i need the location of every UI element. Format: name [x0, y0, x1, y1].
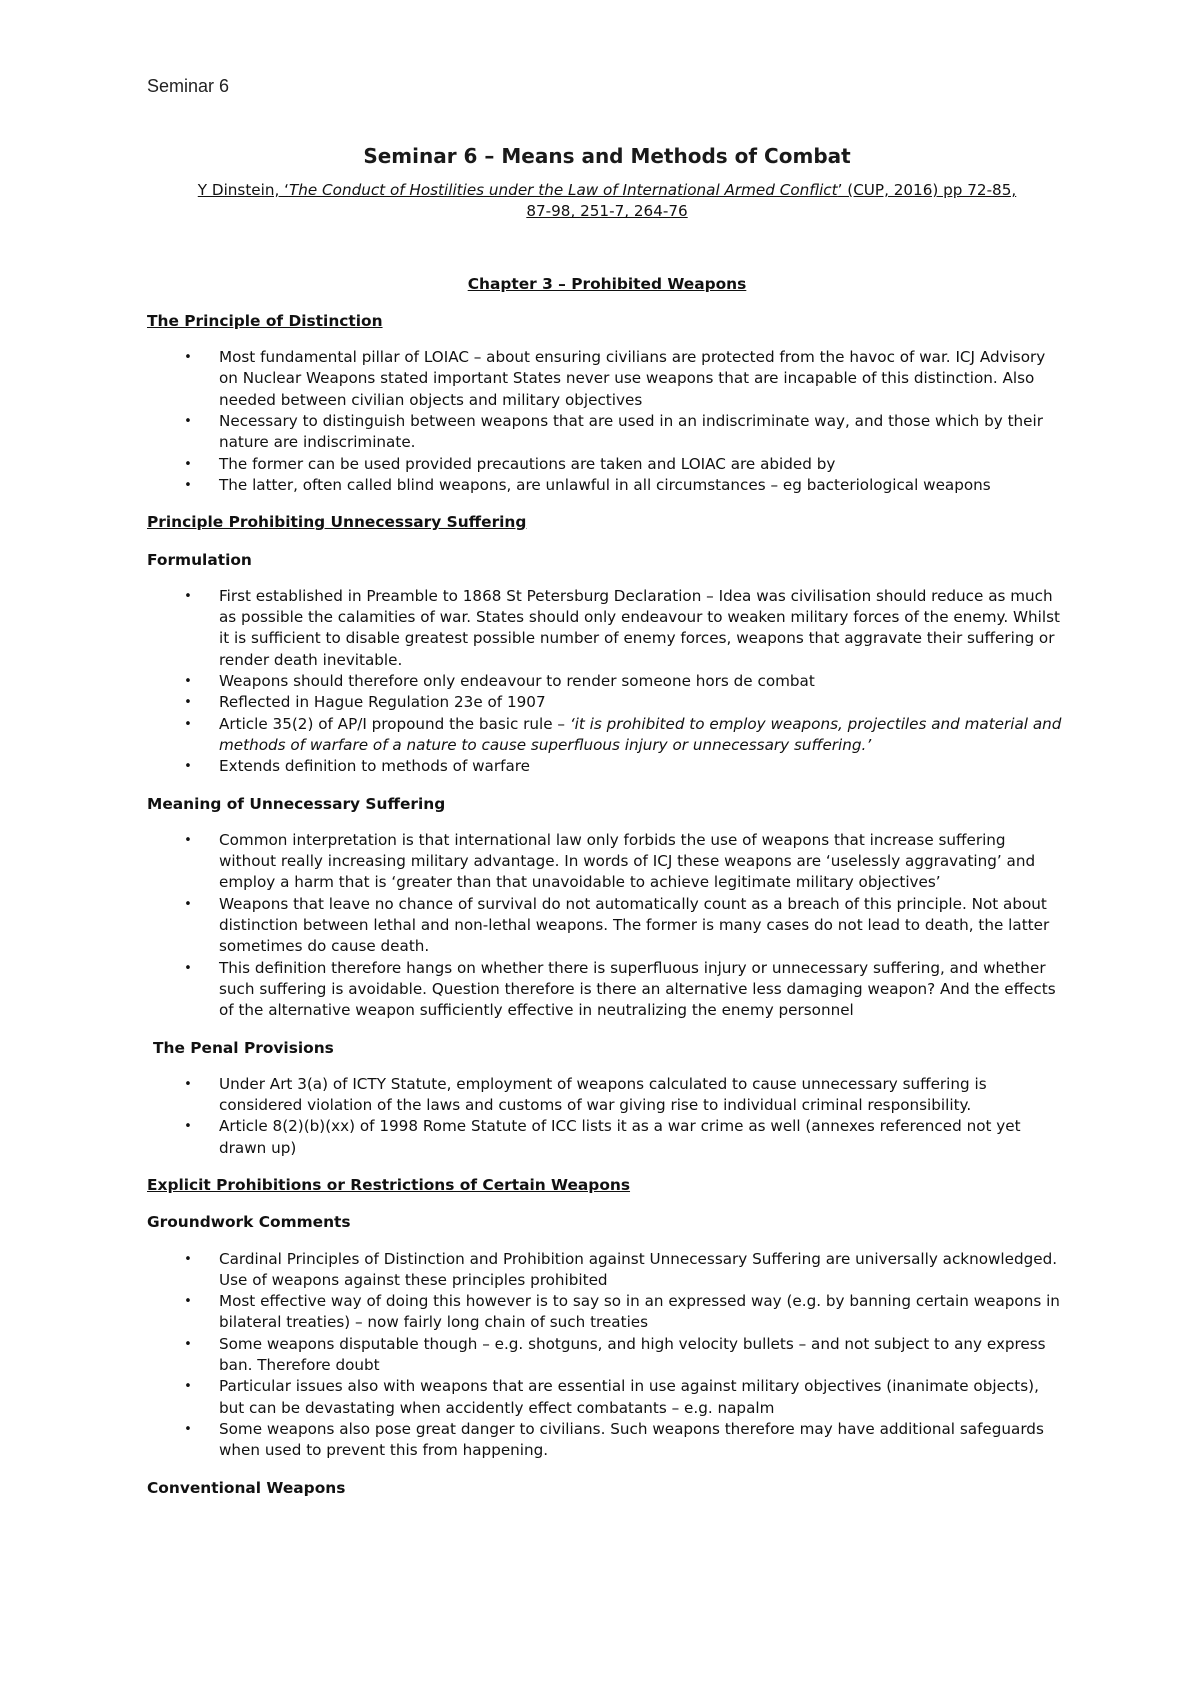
bullet-icon: • — [184, 588, 192, 604]
subheading-conventional-weapons: Conventional Weapons — [147, 1478, 346, 1497]
list-item: • Cardinal Principles of Distinction and Prohibition against Unnecessary Suffering are universally acknowledged. Use of weapons against these principles prohibited — [184, 1249, 1058, 1289]
bullet-icon: • — [184, 960, 192, 976]
document-body — [147, 142, 1067, 1499]
chapter-title: Chapter 3 – Prohibited Weapons — [467, 274, 747, 293]
bullet-icon: • — [184, 477, 192, 493]
bullet-icon: • — [184, 1076, 192, 1092]
list-item: • Under Art 3(a) of ICTY Statute, employment of weapons calculated to cause unnecessary suffering is considered violation of the laws and customs of war giving rise to individual criminal responsibility. — [184, 1074, 987, 1115]
bullet-icon: • — [184, 1119, 192, 1135]
page-title: Seminar 6 – Means and Methods of Combat — [363, 144, 851, 168]
list-item: • Article 35(2) of AP/I propound the basic rule – ‘it is prohibited to employ weapons, projectiles and material and methods of warfare of a nature to cause superfluous injury or unnecessary suffering.’ — [184, 714, 1062, 754]
section-heading-explicit-prohibitions: Explicit Prohibitions or Restrictions of Certain Weapons — [147, 1175, 631, 1194]
section-heading-distinction: The Principle of Distinction — [147, 311, 383, 330]
groundwork-list — [147, 1249, 1067, 1462]
subheading-groundwork: Groundwork Comments — [147, 1213, 351, 1232]
penal-list — [147, 1074, 1067, 1159]
formulation-list — [147, 586, 1067, 778]
list-item: • The latter, often called blind weapons, are unlawful in all circumstances – eg bacteriological weapons — [147, 475, 1067, 496]
list-item: • The former can be used provided precautions are taken and LOIAC are abided by — [147, 454, 1067, 475]
subheading-meaning: Meaning of Unnecessary Suffering — [147, 794, 446, 813]
list-item: • Most effective way of doing this however is to say so in an expressed way (e.g. by banning certain weapons in bilateral treaties) – now fairly long chain of such treaties — [184, 1292, 1060, 1332]
bullet-icon: • — [184, 1336, 192, 1352]
subheading-penal-provisions: The Penal Provisions — [153, 1038, 334, 1057]
bullet-icon: • — [184, 716, 192, 732]
list-item: • This definition therefore hangs on whether there is superfluous injury or unnecessary suffering, and whether such suffering is avoidable. Question therefore is there an alternative less damaging weapon? And the effects of the alternative weapon sufficiently effective in neutralizing the enemy personnel — [184, 958, 1056, 1020]
citation-details: ’ (CUP, 2016) pp 72-85, — [837, 181, 1017, 199]
citation-author: Y Dinstein, ‘ — [197, 181, 289, 199]
bullet-icon: • — [184, 414, 192, 430]
bullet-icon: • — [184, 832, 192, 848]
list-item: • Most fundamental pillar of LOIAC – about ensuring civilians are protected from the havoc of war. ICJ Advisory on Nuclear Weapons stated important States never use weapons that are incapable of this distinction. Also needed between civilian objects and military objectives — [184, 348, 1046, 409]
subheading-formulation: Formulation — [147, 550, 252, 569]
bullet-icon: • — [184, 350, 192, 366]
list-item: • Weapons should therefore only endeavour to render someone hors de combat — [147, 671, 1067, 692]
bullet-icon: • — [184, 674, 192, 690]
bullet-icon: • — [184, 759, 192, 775]
bullet-icon: • — [184, 1421, 192, 1437]
citation-pages: 87-98, 251-7, 264-76 — [526, 202, 688, 221]
list-item: • Particular issues also with weapons that are essential in use against military objectives (inanimate objects), but can be devastating when accidently effect combatants – e.g. napalm — [184, 1377, 1039, 1417]
meaning-list — [147, 830, 1067, 1022]
list-item: • Article 8(2)(b)(xx) of 1998 Rome Statute of ICC lists it as a war crime as well (annexes referenced not yet drawn up) — [184, 1117, 1021, 1157]
distinction-list — [147, 347, 1067, 496]
list-item: • First established in Preamble to 1868 St Petersburg Declaration – Idea was civilisation should reduce as much as possible the calamities of war. States should only endeavour to weaken military forces of the enemy. Whilst it is sufficient to disable greatest possible number of enemy forces, weapons that aggravate their suffering or render death inevitable. — [184, 586, 1060, 669]
list-item: • Weapons that leave no chance of survival do not automatically count as a breach of this principle. Not about distinction between lethal and non-lethal weapons. The former is many cases do not lead to death, the latter sometimes do cause death. — [184, 894, 1050, 956]
section-heading-unnecessary-suffering: Principle Prohibiting Unnecessary Suffering — [147, 513, 527, 532]
bullet-icon: • — [184, 456, 192, 472]
bullet-icon: • — [184, 1379, 192, 1395]
quoted-rule: ‘it is prohibited to employ weapons, projectiles and material and methods of warfare of a nature to cause superfluous injury or unnecessary suffering.’ — [219, 714, 1062, 754]
bullet-icon: • — [184, 1294, 192, 1310]
list-item: • Reflected in Hague Regulation 23e of 1907 — [147, 692, 1067, 713]
list-item: • Some weapons also pose great danger to civilians. Such weapons therefore may have additional safeguards when used to prevent this from happening. — [184, 1419, 1044, 1460]
bullet-icon: • — [184, 1251, 192, 1267]
list-item: • Extends definition to methods of warfare — [147, 756, 1067, 777]
citation — [147, 180, 1067, 223]
list-item: • Some weapons disputable though – e.g. shotguns, and high velocity bullets – and not subject to any express ban. Therefore doubt — [184, 1334, 1046, 1375]
list-item: • Common interpretation is that international law only forbids the use of weapons that increase suffering without really increasing military advantage. In words of ICJ these weapons are ‘uselessly aggravating’ and employ a harm that is ‘greater than that unavoidable to achieve legitimate military objectives’ — [184, 830, 1036, 892]
list-item: • Necessary to distinguish between weapons that are used in an indiscriminate way, and those which by their nature are indiscriminate. — [184, 412, 1043, 452]
running-header: Seminar 6 — [147, 76, 230, 96]
bullet-icon: • — [184, 695, 192, 711]
bullet-icon: • — [184, 896, 192, 912]
citation-work: The Conduct of Hostilities under the Law of International Armed Conflict — [288, 181, 838, 199]
